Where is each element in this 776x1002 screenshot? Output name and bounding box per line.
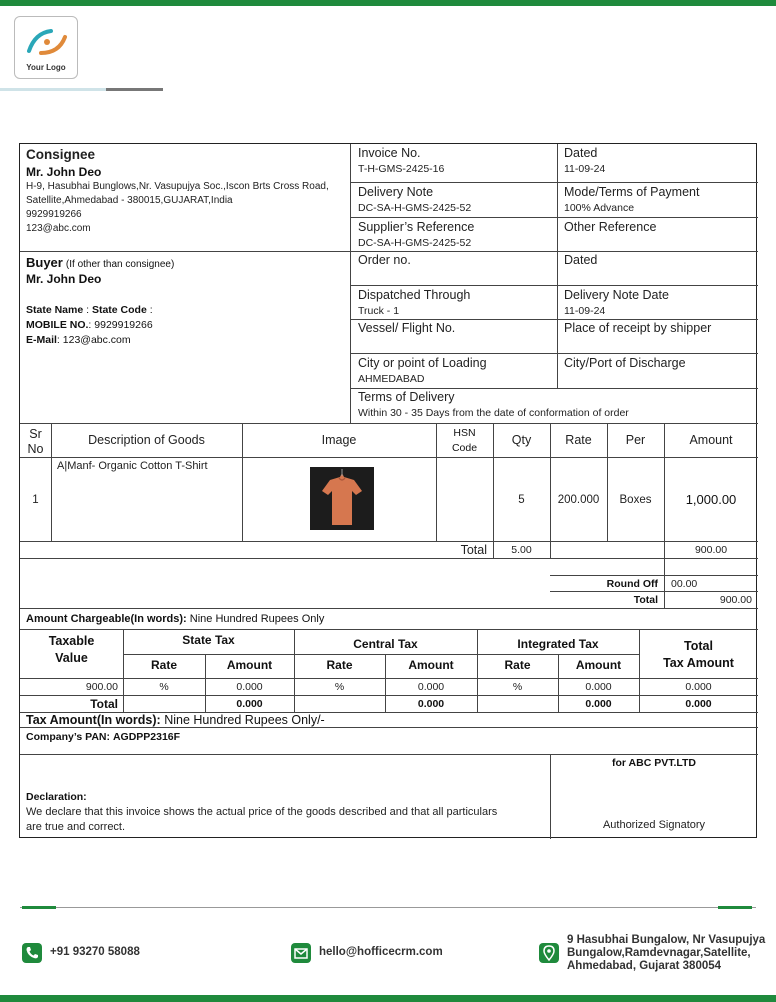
amount-words-label: Amount Chargeable(In words): [26, 613, 187, 625]
tax-words-label: Tax Amount(In words): [26, 713, 161, 727]
bottom-accent-bar [0, 995, 776, 1002]
consignee-address-line1: H-9, Hasubhai Bunglows,Nr. Vasupujya Soc.,Iscon Brts Cross Road, [26, 181, 329, 192]
product-image [310, 467, 374, 530]
amount-words-row [26, 613, 324, 625]
signatory-company: for ABC PVT.LTD [612, 757, 696, 769]
integrated-tax-label: Integrated Tax [517, 637, 599, 651]
integrated-amount-label: Amount [575, 658, 622, 672]
delivery-date-value: 11-09-24 [564, 305, 606, 317]
footer-accent-right [718, 906, 752, 909]
dispatched-label: Dispatched Through [358, 288, 471, 302]
col-amount-label: Amount [689, 433, 733, 447]
tax-total-central: 0.000 [417, 698, 445, 710]
footer-accent-left [22, 906, 56, 909]
state-rate-label: Rate [150, 658, 177, 672]
col-sr-label: Sr [29, 427, 42, 441]
item-amount: 1,000.00 [685, 492, 737, 507]
invoice-table [19, 143, 757, 838]
loading-label: City or point of Loading [358, 356, 487, 370]
total-tax-label: Total [684, 639, 713, 653]
state-amount-value: 0.000 [236, 681, 263, 693]
buyer-email: 123@abc.com [62, 334, 131, 346]
col-hsn-label: HSN [453, 427, 476, 439]
phone-icon [22, 943, 42, 963]
order-no-label: Order no. [358, 253, 411, 267]
buyer-state-row: State Name : State Code : [26, 304, 153, 316]
tax-total-label: Total [90, 697, 118, 711]
consignee-heading: Consignee [26, 147, 96, 162]
footer-address-line2: Bungalow,Ramdevnagar,Satellite, [567, 947, 751, 959]
buyer-heading-row [26, 255, 174, 270]
footer-address-line3: Ahmedabad, Gujarat 380054 [567, 960, 722, 972]
mobile-label: MOBILE NO [26, 319, 86, 331]
logo-hands-icon [25, 23, 69, 61]
pan-value: AGDPP2316F [112, 731, 181, 743]
location-pin-icon [539, 943, 559, 963]
tax-words-row [26, 713, 325, 727]
integrated-rate-value: % [512, 681, 523, 693]
buyer-mobile: 9929919266 [94, 319, 153, 331]
state-name-label: State Name [26, 304, 84, 316]
tax-taxable-label: Taxable [48, 634, 95, 648]
pan-label: Company’s PAN: [26, 731, 111, 743]
dated-value: 11-09-24 [564, 163, 606, 175]
email-icon [291, 943, 311, 963]
logo-underline-dark [106, 88, 163, 91]
tshirt-icon [310, 467, 374, 530]
item-description: A|Manf- Organic Cotton T-Shirt [57, 460, 208, 472]
dispatched-value: Truck - 1 [358, 305, 400, 317]
tax-total-grand: 0.000 [685, 698, 712, 710]
delivery-note-label: Delivery Note [358, 185, 434, 199]
total-qty: 5.00 [511, 544, 532, 556]
integrated-rate-label: Rate [504, 658, 531, 672]
consignee-email: 123@abc.com [26, 223, 91, 234]
footer-phone[interactable]: +91 93270 58088 [50, 946, 140, 958]
grand-total-label: Total [633, 594, 658, 606]
buyer-email-row: E-Mail: 123@abc.com [26, 334, 131, 346]
item-sr: 1 [32, 494, 39, 506]
payment-value: 100% Advance [564, 202, 635, 214]
tax-total-integrated: 0.000 [585, 698, 612, 710]
discharge-label: City/Port of Discharge [564, 356, 686, 370]
total-amount: 900.00 [694, 544, 728, 556]
col-image-label: Image [321, 433, 357, 447]
tax-total-state: 0.000 [236, 698, 263, 710]
state-amount-label: Amount [226, 658, 273, 672]
total-tax-amount-label: Tax Amount [663, 656, 734, 670]
delivery-date-label: Delivery Note Date [564, 288, 669, 302]
integrated-amount-value: 0.000 [585, 681, 612, 693]
col-desc-label: Description of Goods [88, 433, 205, 447]
central-rate-label: Rate [326, 658, 353, 672]
signatory-label: Authorized Signatory [602, 819, 706, 831]
declaration-line1: We declare that this invoice shows the actual price of the goods described and that all particulars [26, 806, 498, 818]
roundoff-label: Round Off [606, 578, 658, 590]
item-per: Boxes [619, 494, 652, 506]
item-rate: 200.000 [557, 494, 600, 506]
buyer-mobile-row: MOBILE NO.: 9929919266 [26, 319, 153, 331]
total-label: Total [460, 543, 487, 557]
email-label: E-Mail [26, 334, 57, 346]
declaration-line2: are true and correct. [26, 821, 126, 833]
grand-total-value: 900.00 [719, 594, 752, 606]
state-code-label: State Code [91, 304, 147, 316]
col-code-label: Code [451, 442, 478, 454]
buyer-note: (If other than consignee) [65, 259, 175, 270]
consignee-phone: 9929919266 [26, 209, 82, 220]
invoice-no-value: T-H-GMS-2425-16 [358, 163, 445, 175]
footer-email[interactable]: hello@hofficecrm.com [319, 946, 443, 958]
state-tax-label: State Tax [182, 633, 235, 647]
state-rate-value: % [159, 681, 169, 693]
buyer-heading: Buyer [26, 255, 63, 270]
delivery-note-value: DC-SA-H-GMS-2425-52 [358, 202, 472, 214]
logo-text: Your Logo [26, 63, 66, 72]
order-dated-label: Dated [564, 253, 598, 267]
supplier-ref-value: DC-SA-H-GMS-2425-52 [358, 237, 472, 249]
other-ref-label: Other Reference [564, 220, 657, 234]
col-per-label: Per [625, 433, 646, 447]
roundoff-value: 00.00 [671, 578, 698, 590]
item-qty: 5 [518, 494, 525, 506]
invoice-no-label: Invoice No. [358, 146, 421, 160]
tax-taxable-value: 900.00 [85, 681, 118, 693]
buyer-name: Mr. John Deo [26, 272, 102, 286]
tax-words-value: Nine Hundred Rupees Only/- [164, 713, 325, 727]
payment-label: Mode/Terms of Payment [564, 185, 700, 199]
consignee-name: Mr. John Deo [26, 165, 102, 179]
dated-label: Dated [564, 146, 598, 160]
terms-label: Terms of Delivery [358, 390, 455, 404]
company-logo [14, 16, 78, 79]
vessel-label: Vessel/ Flight No. [358, 321, 456, 335]
col-qty-label: Qty [511, 433, 532, 447]
central-rate-value: % [334, 681, 345, 693]
supplier-ref-label: Supplier’s Reference [358, 220, 475, 234]
col-no-label: No [27, 442, 44, 456]
central-tax-label: Central Tax [353, 637, 418, 651]
logo-underline [0, 88, 106, 91]
footer-address-line1: 9 Hasubhai Bungalow, Nr Vasupujya [567, 934, 766, 946]
terms-value: Within 30 - 35 Days from the date of conformation of order [358, 407, 629, 419]
consignee-address-line2: Satellite,Ahmedabad - 380015,GUJARAT,India [26, 195, 233, 206]
central-amount-label: Amount [408, 658, 454, 672]
total-tax-value: 0.000 [685, 681, 712, 693]
central-amount-value: 0.000 [417, 681, 445, 693]
receipt-label: Place of receipt by shipper [564, 321, 712, 335]
declaration-title: Declaration: [26, 791, 87, 803]
loading-value: AHMEDABAD [358, 373, 425, 385]
footer-divider [20, 907, 756, 908]
amount-words-value: Nine Hundred Rupees Only [189, 613, 325, 625]
col-rate-label: Rate [565, 433, 592, 447]
top-accent-bar [0, 0, 776, 6]
pan-row [26, 731, 180, 743]
tax-value-label: Value [55, 651, 88, 665]
